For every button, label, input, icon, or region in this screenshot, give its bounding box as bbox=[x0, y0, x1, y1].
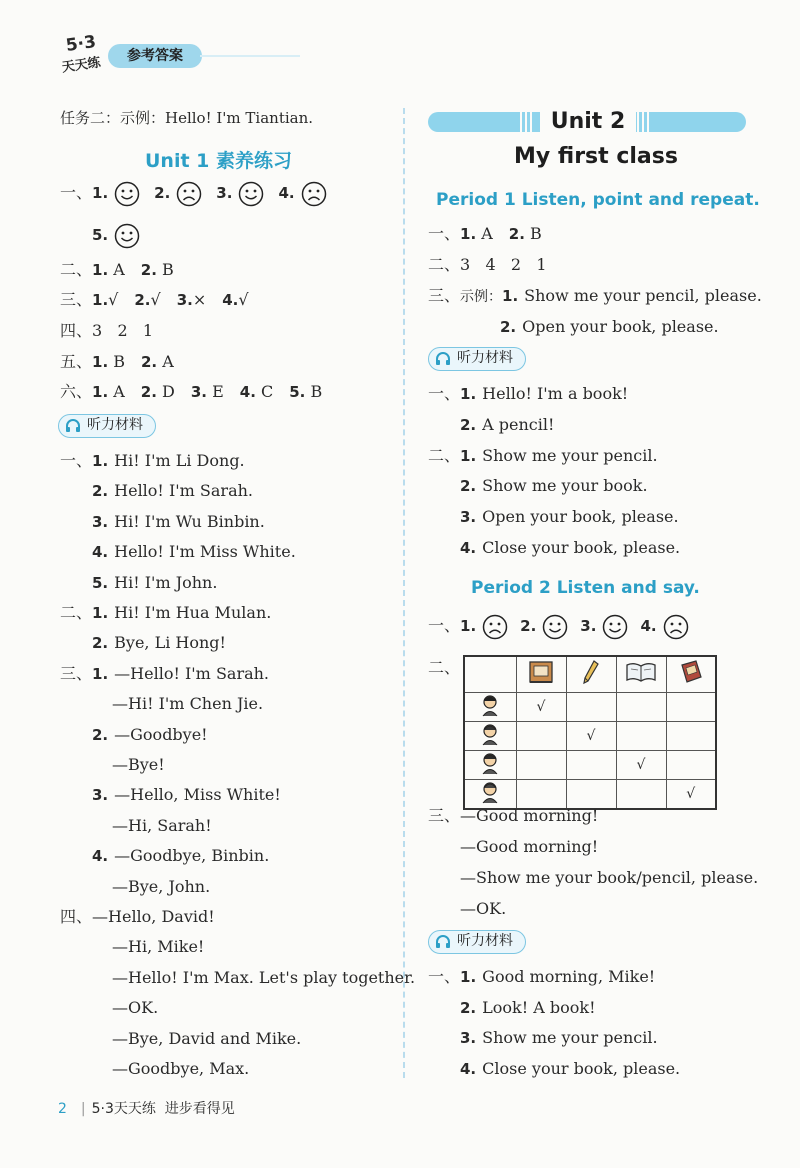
item-label: 三、 bbox=[60, 290, 93, 309]
page-footer bbox=[58, 1098, 235, 1118]
smiley-face-icon bbox=[114, 181, 140, 207]
item-answer: B bbox=[108, 352, 125, 371]
item-text: —Goodbye, Max. bbox=[112, 1059, 250, 1078]
grid-cell bbox=[566, 721, 616, 750]
transcript-line bbox=[112, 816, 212, 836]
page-header bbox=[0, 0, 800, 80]
item-number: 1. bbox=[92, 452, 109, 470]
item-number: 3. bbox=[216, 184, 233, 202]
child-4-icon bbox=[464, 779, 516, 809]
sad-face-icon bbox=[176, 181, 202, 207]
item-number: 2. bbox=[141, 353, 158, 371]
grid-cell bbox=[516, 750, 566, 779]
item-number: 3. bbox=[190, 383, 207, 401]
item-text: Show me your pencil. bbox=[482, 445, 658, 465]
banner-stripes-left bbox=[520, 112, 538, 132]
item-text: —Goodbye! bbox=[114, 724, 208, 744]
grid-row bbox=[464, 721, 716, 750]
item-text: —Hello! I'm Sarah. bbox=[114, 663, 270, 683]
closed-notebook-icon bbox=[666, 656, 716, 692]
item-text: Look! A book! bbox=[482, 997, 596, 1017]
check-mark: √ bbox=[636, 756, 646, 773]
item-answer: B bbox=[305, 382, 323, 401]
tag-label: 听力材料 bbox=[457, 933, 513, 949]
item-number: 5. bbox=[289, 383, 306, 401]
item-label: 三、 bbox=[428, 286, 461, 305]
item-text: —Good morning! bbox=[460, 837, 599, 856]
item-label: 四、 bbox=[60, 907, 93, 926]
transcript-line bbox=[112, 968, 415, 988]
item-label: 一、 bbox=[60, 183, 93, 202]
unit-label: Unit 2 bbox=[540, 104, 636, 140]
dialogue-line bbox=[460, 899, 506, 919]
item-label: 二、 bbox=[60, 260, 93, 279]
item-label: 一、 bbox=[428, 384, 461, 403]
item-label: 一、 bbox=[428, 967, 461, 986]
item-answer: √ bbox=[150, 290, 161, 309]
item-answer: √ bbox=[238, 290, 249, 309]
item-answer: B bbox=[156, 260, 174, 279]
item-number: 1. bbox=[460, 225, 477, 243]
item-text: Hi! I'm Li Dong. bbox=[114, 451, 245, 470]
answer-line bbox=[60, 352, 190, 372]
item-answer: A bbox=[157, 352, 174, 371]
footer-separator: | bbox=[80, 1101, 86, 1117]
transcript-line bbox=[92, 481, 253, 501]
item-number: 1. bbox=[92, 664, 109, 683]
transcript-line bbox=[92, 785, 281, 805]
column-divider bbox=[403, 108, 405, 1078]
grid-cell bbox=[666, 779, 716, 809]
item-label: 三、 bbox=[428, 806, 461, 825]
logo-top-text: 5·3 bbox=[64, 32, 98, 57]
item-text: —Bye, David and Mike. bbox=[112, 1028, 302, 1048]
item-number: 2. bbox=[140, 261, 157, 279]
item-answer: A bbox=[108, 260, 125, 279]
answer-line bbox=[428, 255, 547, 275]
item-number: 5. bbox=[92, 573, 109, 592]
answers-pill: 参考答案 bbox=[108, 44, 202, 68]
item-number: 1. bbox=[460, 968, 477, 986]
item-number: 1. bbox=[92, 383, 109, 401]
item-number: 4. bbox=[460, 539, 477, 557]
item-label: 三、 bbox=[60, 663, 93, 683]
item-text: Hi! I'm Wu Binbin. bbox=[114, 511, 265, 531]
answer-line bbox=[60, 290, 265, 310]
item-number: 1. bbox=[460, 385, 477, 403]
answer-line bbox=[60, 382, 338, 402]
transcript-line bbox=[92, 512, 265, 532]
faces-row-p2 bbox=[428, 613, 689, 640]
unit1-section-title: Unit 1 素养练习 bbox=[145, 150, 292, 172]
item-text: —Good morning! bbox=[460, 806, 599, 825]
item-answer: A bbox=[108, 382, 125, 401]
item-number: 3. bbox=[92, 786, 109, 805]
item-number: 2. bbox=[508, 225, 525, 243]
footer-slogan: 5·3天天练 进步看得见 bbox=[91, 1101, 235, 1117]
faces-row-2 bbox=[92, 222, 140, 249]
item-text: —Goodbye, Binbin. bbox=[114, 846, 270, 866]
task-line: 任务二：示例：Hello! I'm Tiantian. bbox=[60, 109, 314, 127]
item-text: —Hi, Sarah! bbox=[112, 815, 212, 835]
item-number: 3. bbox=[460, 1029, 477, 1048]
item-number: 2. bbox=[92, 634, 109, 653]
item-number: 1. bbox=[460, 446, 477, 465]
item-number: 1. bbox=[92, 353, 109, 371]
item-number: 3. bbox=[176, 291, 193, 309]
transcript-line bbox=[92, 573, 217, 593]
transcript-line bbox=[112, 937, 204, 957]
item-number: 1. bbox=[92, 291, 109, 309]
listening-tag bbox=[428, 930, 526, 954]
transcript-line bbox=[92, 542, 296, 562]
grid-cell bbox=[616, 779, 666, 809]
answer-line bbox=[500, 317, 719, 337]
item-text: Open your book, please. bbox=[522, 317, 719, 336]
item-label: 一、 bbox=[428, 616, 461, 635]
item-number: 4. bbox=[222, 291, 239, 309]
example-prefix: 示例： bbox=[460, 289, 503, 305]
tag-label: 听力材料 bbox=[457, 350, 513, 366]
item-text: Open your book, please. bbox=[482, 507, 679, 527]
child-3-icon bbox=[464, 750, 516, 779]
item-text: —Bye, John. bbox=[112, 876, 211, 896]
item-label: 一、 bbox=[428, 224, 461, 243]
item-number: 4. bbox=[92, 543, 109, 562]
item-text: —Hi, Mike! bbox=[112, 937, 205, 957]
transcript-line bbox=[460, 1028, 658, 1048]
item-text: —Hello, David! bbox=[92, 907, 215, 926]
item-answer: A bbox=[476, 224, 493, 243]
item-label: 二、 bbox=[428, 255, 461, 274]
transcript-line bbox=[460, 998, 596, 1018]
item-number: 2. bbox=[460, 415, 477, 434]
answer-line bbox=[428, 286, 762, 307]
item-number: 3. bbox=[580, 617, 597, 635]
check-mark: √ bbox=[686, 785, 696, 802]
item-number: 1. bbox=[92, 604, 109, 622]
item-number: 4. bbox=[640, 617, 657, 635]
item-text: —OK. bbox=[112, 998, 159, 1018]
item-label: 四、 bbox=[60, 321, 93, 340]
item-label: 二、 bbox=[60, 603, 93, 622]
smiley-face-icon bbox=[602, 614, 628, 640]
item-label: 六、 bbox=[60, 382, 93, 401]
item-text: 3 4 2 1 bbox=[460, 255, 547, 274]
transcript-line bbox=[460, 476, 648, 496]
item-answer: C bbox=[255, 382, 274, 401]
item-number: 3. bbox=[460, 508, 477, 527]
grid-question-label: 二、 bbox=[428, 658, 461, 677]
page-number: 2 bbox=[58, 1101, 67, 1117]
answer-line bbox=[428, 224, 558, 244]
dialogue-line bbox=[428, 806, 598, 826]
listening-tag bbox=[428, 347, 526, 371]
check-mark: √ bbox=[586, 727, 596, 744]
grid-row bbox=[464, 692, 716, 721]
grid-corner bbox=[464, 656, 516, 692]
item-text: —Show me your book/pencil, please. bbox=[460, 868, 759, 887]
transcript-line bbox=[460, 415, 554, 435]
dialogue-line bbox=[460, 837, 598, 857]
grid-cell bbox=[516, 779, 566, 809]
unit-title: My first class bbox=[514, 144, 678, 169]
item-number: 1. bbox=[460, 617, 477, 635]
transcript-line bbox=[428, 446, 658, 466]
item-label: 二、 bbox=[428, 445, 461, 465]
dialogue-line bbox=[460, 868, 758, 888]
transcript-line bbox=[112, 1029, 301, 1049]
transcript-line bbox=[92, 725, 208, 745]
grid-cell bbox=[516, 692, 566, 721]
answer-grid bbox=[463, 655, 717, 810]
item-text: —Hi! I'm Chen Jie. bbox=[112, 694, 264, 714]
smiley-face-icon bbox=[114, 223, 140, 249]
item-text: Hello! I'm a book! bbox=[482, 384, 629, 403]
headphones-icon bbox=[435, 351, 451, 367]
item-answer: × bbox=[192, 290, 207, 309]
transcript-line bbox=[460, 507, 679, 527]
item-text: Close your book, please. bbox=[482, 1058, 681, 1078]
item-number: 2. bbox=[140, 383, 157, 401]
item-text: —Bye! bbox=[112, 755, 165, 774]
grid-cell bbox=[666, 692, 716, 721]
period1-title: Period 1 Listen, point and repeat. bbox=[436, 190, 760, 210]
item-text: —Hello, Miss White! bbox=[114, 785, 281, 805]
faces-row-1 bbox=[60, 180, 327, 207]
transcript-line bbox=[428, 967, 655, 987]
item-number: 2. bbox=[460, 998, 477, 1017]
grid-cell bbox=[566, 692, 616, 721]
transcript-line bbox=[60, 451, 245, 471]
item-number: 1. bbox=[502, 287, 519, 305]
item-text: Show me your pencil, please. bbox=[524, 286, 762, 305]
item-answer: B bbox=[524, 224, 542, 243]
transcript-line bbox=[112, 877, 210, 897]
item-number: 4. bbox=[92, 847, 109, 866]
child-1-icon bbox=[464, 692, 516, 721]
grid-cell bbox=[666, 750, 716, 779]
item-text: Hello! I'm Miss White. bbox=[114, 542, 296, 562]
item-number: 3. bbox=[92, 512, 109, 531]
headphones-icon bbox=[435, 934, 451, 950]
item-text: Hello! I'm Sarah. bbox=[114, 481, 253, 501]
closed-book-icon bbox=[516, 656, 566, 692]
item-number: 2. bbox=[92, 725, 109, 744]
item-number: 2. bbox=[460, 477, 477, 496]
smiley-face-icon bbox=[542, 614, 568, 640]
item-number: 2. bbox=[154, 184, 171, 202]
transcript-line bbox=[112, 755, 165, 775]
item-number: 2. bbox=[92, 482, 109, 501]
item-text: Hi! I'm Hua Mulan. bbox=[114, 603, 272, 622]
transcript-line bbox=[92, 633, 226, 653]
transcript-line bbox=[60, 603, 271, 623]
item-answer: D bbox=[156, 382, 175, 401]
transcript-line bbox=[112, 694, 263, 714]
item-number: 1. bbox=[92, 184, 109, 202]
transcript-line bbox=[460, 538, 680, 558]
item-number: 4. bbox=[460, 1059, 477, 1078]
grid-cell bbox=[616, 721, 666, 750]
item-number: 4. bbox=[239, 383, 256, 401]
pencil-icon bbox=[566, 656, 616, 692]
item-text: Close your book, please. bbox=[482, 538, 681, 557]
item-number: 1. bbox=[92, 261, 109, 279]
item-text: Bye, Li Hong! bbox=[114, 633, 226, 653]
item-text: A pencil! bbox=[482, 414, 555, 434]
smiley-face-icon bbox=[238, 181, 264, 207]
listening-tag bbox=[58, 414, 156, 438]
grid-cell bbox=[516, 721, 566, 750]
grid-row bbox=[464, 750, 716, 779]
item-answer: √ bbox=[108, 290, 119, 309]
child-2-icon bbox=[464, 721, 516, 750]
grid-row bbox=[464, 779, 716, 809]
grid-cell bbox=[566, 750, 616, 779]
item-label: 五、 bbox=[60, 352, 93, 371]
item-text: Show me your pencil. bbox=[482, 1028, 658, 1048]
item-label: 一、 bbox=[60, 451, 93, 470]
item-number: 4. bbox=[278, 184, 295, 202]
grid-cell bbox=[566, 779, 616, 809]
answer-line bbox=[60, 260, 190, 280]
item-number: 2. bbox=[520, 617, 537, 635]
item-text: Show me your book. bbox=[482, 476, 648, 496]
grid-cell bbox=[616, 750, 666, 779]
transcript-line bbox=[460, 1059, 680, 1079]
item-text: Good morning, Mike! bbox=[482, 967, 656, 986]
item-answer: E bbox=[207, 382, 224, 401]
item-number: 2. bbox=[500, 318, 517, 336]
item-text: —OK. bbox=[460, 899, 507, 918]
banner-stripes-right bbox=[637, 112, 655, 132]
transcript-line bbox=[112, 1059, 249, 1079]
sad-face-icon bbox=[301, 181, 327, 207]
check-mark: √ bbox=[536, 698, 546, 715]
transcript-line bbox=[60, 664, 269, 684]
grid-cell bbox=[666, 721, 716, 750]
grid-cell bbox=[616, 692, 666, 721]
item-number: 2. bbox=[134, 291, 151, 309]
brand-logo bbox=[58, 30, 104, 76]
logo-bottom-text: 天天练 bbox=[60, 55, 102, 76]
sad-face-icon bbox=[482, 614, 508, 640]
item-number: 5. bbox=[92, 226, 109, 244]
header-rule bbox=[200, 55, 300, 57]
open-book-icon bbox=[616, 656, 666, 692]
answer-line bbox=[60, 321, 153, 341]
transcript-line bbox=[92, 846, 269, 866]
item-text: Hi! I'm John. bbox=[114, 572, 218, 592]
sad-face-icon bbox=[663, 614, 689, 640]
tag-label: 听力材料 bbox=[87, 417, 143, 433]
transcript-line bbox=[112, 998, 158, 1018]
period2-title: Period 2 Listen and say. bbox=[471, 578, 700, 598]
item-text: —Hello! I'm Max. Let's play together. bbox=[112, 967, 416, 987]
transcript-line bbox=[60, 907, 215, 927]
headphones-icon bbox=[65, 418, 81, 434]
transcript-line bbox=[428, 384, 628, 404]
item-text: 3 2 1 bbox=[92, 321, 154, 340]
